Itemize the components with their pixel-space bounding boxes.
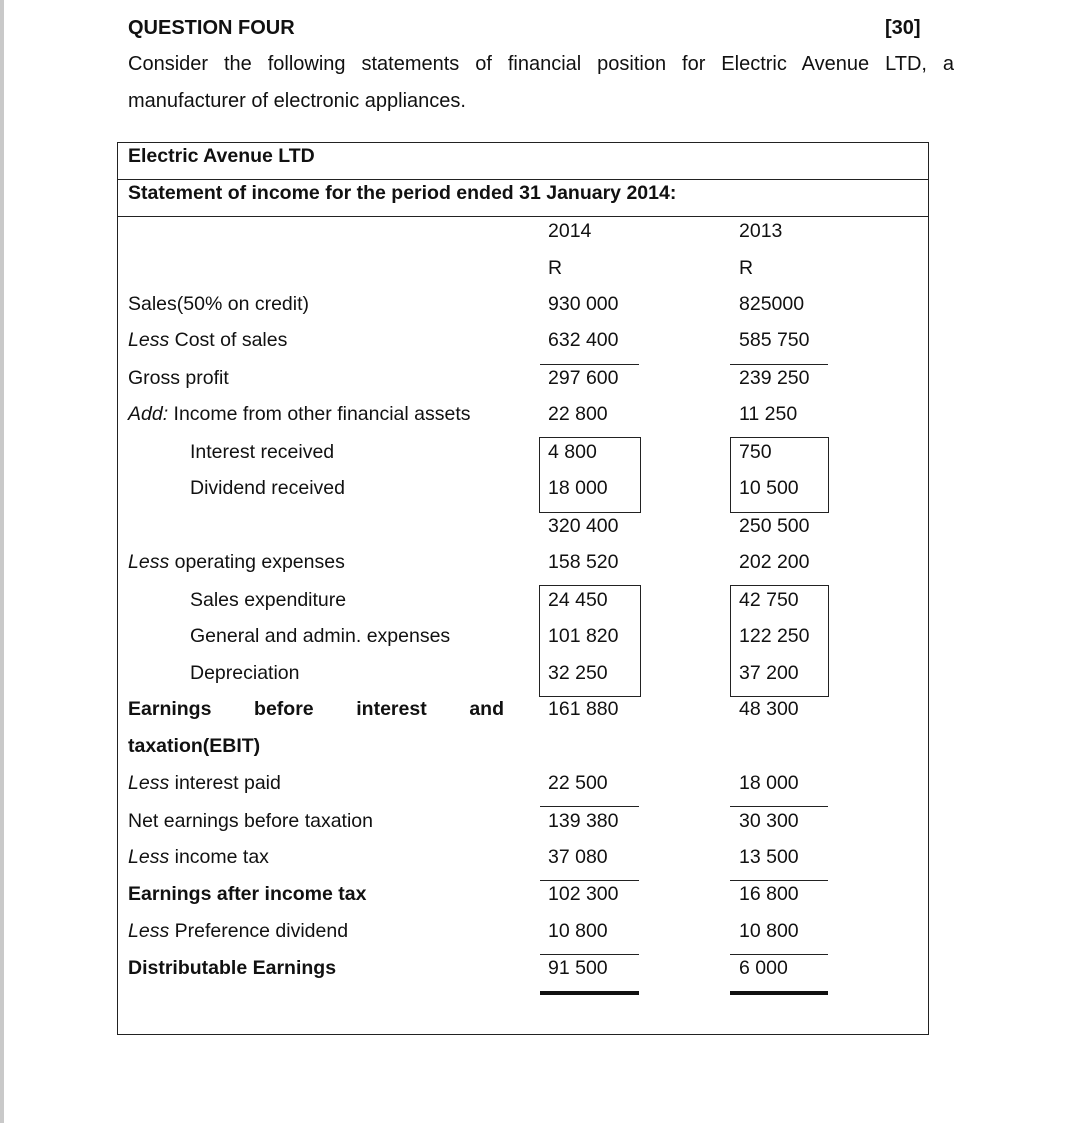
- value-2014: 930 000: [548, 293, 619, 315]
- row-label-other-income: [128, 403, 471, 426]
- row-label-after-tax: Earnings after income tax: [128, 883, 367, 905]
- currency-2014: R: [548, 257, 563, 279]
- total-rule: [730, 991, 828, 995]
- intro-text-line2: manufacturer of electronic appliances.: [128, 90, 466, 112]
- value-2013: 585 750: [739, 329, 810, 351]
- value-2014: 139 380: [548, 810, 619, 832]
- value-2014: 37 080: [548, 846, 608, 868]
- label-prefix: Less: [128, 329, 170, 351]
- value-2013: 10 800: [739, 920, 799, 942]
- label-text: interest paid: [169, 772, 281, 794]
- subtotal-rule: [540, 954, 639, 955]
- value-2014: 91 500: [548, 957, 608, 979]
- label-text: income tax: [169, 846, 269, 868]
- label-word: before: [254, 698, 314, 720]
- year-header-2014: 2014: [548, 220, 592, 242]
- row-label-sales: Sales(50% on credit): [128, 293, 310, 315]
- value-2013: 42 750: [739, 589, 799, 611]
- row-label-cost-of-sales: [128, 329, 287, 352]
- header-divider: [117, 179, 929, 180]
- value-2014: 18 000: [548, 477, 608, 499]
- label-prefix: Less: [128, 772, 170, 794]
- row-label-dividend-received: Dividend received: [190, 477, 346, 499]
- subtotal-rule: [540, 880, 639, 881]
- value-2013: 250 500: [739, 515, 810, 537]
- header-divider: [117, 216, 929, 217]
- intro-text-line1: Consider the following statements of financial position for Electric Avenue LTD, a: [128, 53, 954, 75]
- label-prefix: Less: [128, 846, 170, 868]
- row-label-interest-received: Interest received: [190, 441, 335, 463]
- row-label-operating-expenses: [128, 551, 345, 574]
- subtotal-rule: [540, 364, 639, 365]
- value-2014: 101 820: [548, 625, 619, 647]
- value-2014: 4 800: [548, 441, 597, 463]
- subtotal-rule: [730, 364, 828, 365]
- value-2014: 10 800: [548, 920, 608, 942]
- row-label-distributable: Distributable Earnings: [128, 957, 337, 979]
- value-2013: 10 500: [739, 477, 799, 499]
- subtotal-rule: [730, 954, 828, 955]
- label-prefix: Add:: [128, 403, 169, 425]
- currency-2013: R: [739, 257, 754, 279]
- label-word: Earnings: [128, 698, 212, 720]
- label-word: interest: [356, 698, 427, 720]
- label-prefix: Less: [128, 920, 170, 942]
- label-text: operating expenses: [169, 551, 345, 573]
- question-title: QUESTION FOUR: [128, 17, 295, 39]
- row-label-preference-dividend: [128, 920, 348, 943]
- label-text: Income from other financial assets: [168, 403, 471, 425]
- value-2014: 102 300: [548, 883, 619, 905]
- value-2013: 37 200: [739, 662, 799, 684]
- value-2013: 239 250: [739, 367, 810, 389]
- value-2013: 16 800: [739, 883, 799, 905]
- value-2013: 750: [739, 441, 772, 463]
- company-name: Electric Avenue LTD: [128, 145, 315, 167]
- question-marks: [30]: [885, 17, 921, 39]
- row-label-interest-paid: [128, 772, 281, 795]
- value-2013: 6 000: [739, 957, 788, 979]
- value-2013: 825000: [739, 293, 805, 315]
- value-2013: 122 250: [739, 625, 810, 647]
- value-2013: 13 500: [739, 846, 799, 868]
- value-2013: 202 200: [739, 551, 810, 573]
- row-label-income-tax: [128, 846, 269, 869]
- row-label-sales-expenditure: Sales expenditure: [190, 589, 347, 611]
- row-label-general-admin: General and admin. expenses: [190, 625, 451, 647]
- value-2014: 158 520: [548, 551, 619, 573]
- value-2014: 24 450: [548, 589, 608, 611]
- subtotal-rule: [730, 880, 828, 881]
- row-label-depreciation: Depreciation: [190, 662, 300, 684]
- value-2014: 320 400: [548, 515, 619, 537]
- total-rule: [540, 991, 639, 995]
- value-2013: 18 000: [739, 772, 799, 794]
- label-word: and: [469, 698, 504, 720]
- value-2013: 48 300: [739, 698, 799, 720]
- value-2014: 161 880: [548, 698, 619, 720]
- value-2014: 22 800: [548, 403, 608, 425]
- row-label-net-before-tax: Net earnings before taxation: [128, 810, 373, 832]
- page-edge: [0, 0, 4, 1123]
- row-label-gross-profit: Gross profit: [128, 367, 229, 389]
- label-prefix: Less: [128, 551, 170, 573]
- row-label-ebit-line2: taxation(EBIT): [128, 735, 261, 757]
- label-text: Preference dividend: [169, 920, 349, 942]
- year-header-2013: 2013: [739, 220, 783, 242]
- value-2014: 32 250: [548, 662, 608, 684]
- value-2014: 297 600: [548, 367, 619, 389]
- row-label-ebit: [128, 698, 504, 721]
- value-2014: 22 500: [548, 772, 608, 794]
- subtotal-rule: [730, 806, 828, 807]
- value-2013: 11 250: [739, 403, 798, 425]
- statement-title: Statement of income for the period ended 31 January 2014:: [128, 182, 677, 204]
- value-2013: 30 300: [739, 810, 799, 832]
- value-2014: 632 400: [548, 329, 619, 351]
- subtotal-rule: [540, 806, 639, 807]
- label-text: Cost of sales: [169, 329, 288, 351]
